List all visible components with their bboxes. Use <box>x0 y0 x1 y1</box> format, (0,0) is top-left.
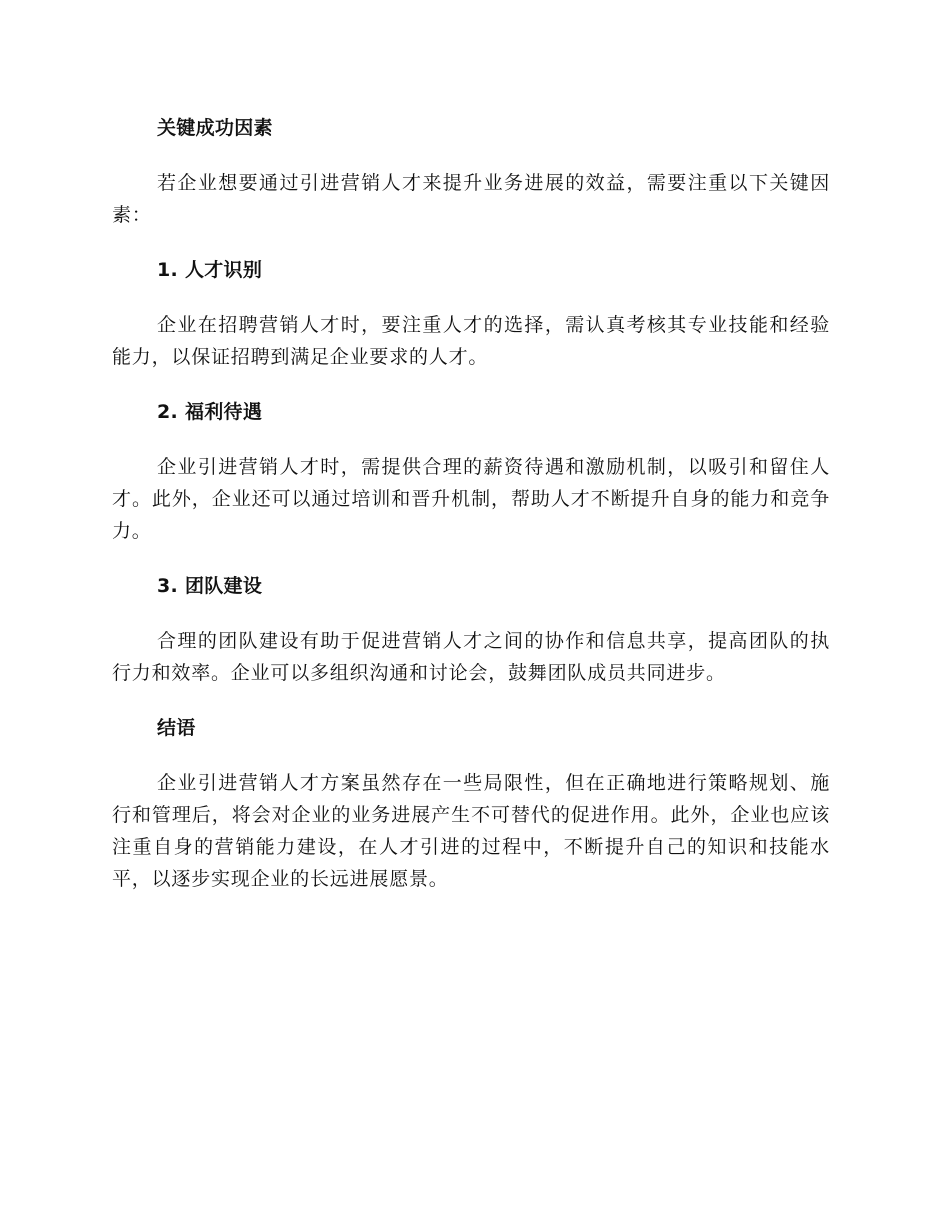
section-paragraph-key-factors: 若企业想要通过引进营销人才来提升业务进展的效益，需要注重以下关键因素： <box>112 172 830 226</box>
section-paragraph-team-building: 合理的团队建设有助于促进营销人才之间的协作和信息共享，提高团队的执行力和效率。企业可以多组织沟通和讨论会，鼓舞团队成员共同进步。 <box>112 630 830 684</box>
section-heading-conclusion: 结语 <box>157 717 196 739</box>
document-body <box>112 112 830 895</box>
section-heading-key-factors: 关键成功因素 <box>157 117 273 139</box>
section-paragraph-benefits: 企业引进营销人才时，需提供合理的薪资待遇和激励机制，以吸引和留住人才。此外，企业还可以通过培训和晋升机制，帮助人才不断提升自身的能力和竞争力。 <box>112 456 830 542</box>
section-heading-talent-identification: 1. 人才识别 <box>157 259 263 281</box>
section-paragraph-conclusion: 企业引进营销人才方案虽然存在一些局限性，但在正确地进行策略规划、施行和管理后，将会对企业的业务进展产生不可替代的促进作用。此外，企业也应该注重自身的营销能力建设，在人才引进的过程中，不断提升自己的知识和技能水平，以逐步实现企业的长远进展愿景。 <box>112 772 830 890</box>
section-heading-team-building: 3. 团队建设 <box>157 575 263 597</box>
section-paragraph-talent-identification: 企业在招聘营销人才时，要注重人才的选择，需认真考核其专业技能和经验能力，以保证招聘到满足企业要求的人才。 <box>112 314 830 368</box>
section-heading-benefits: 2. 福利待遇 <box>157 401 263 423</box>
